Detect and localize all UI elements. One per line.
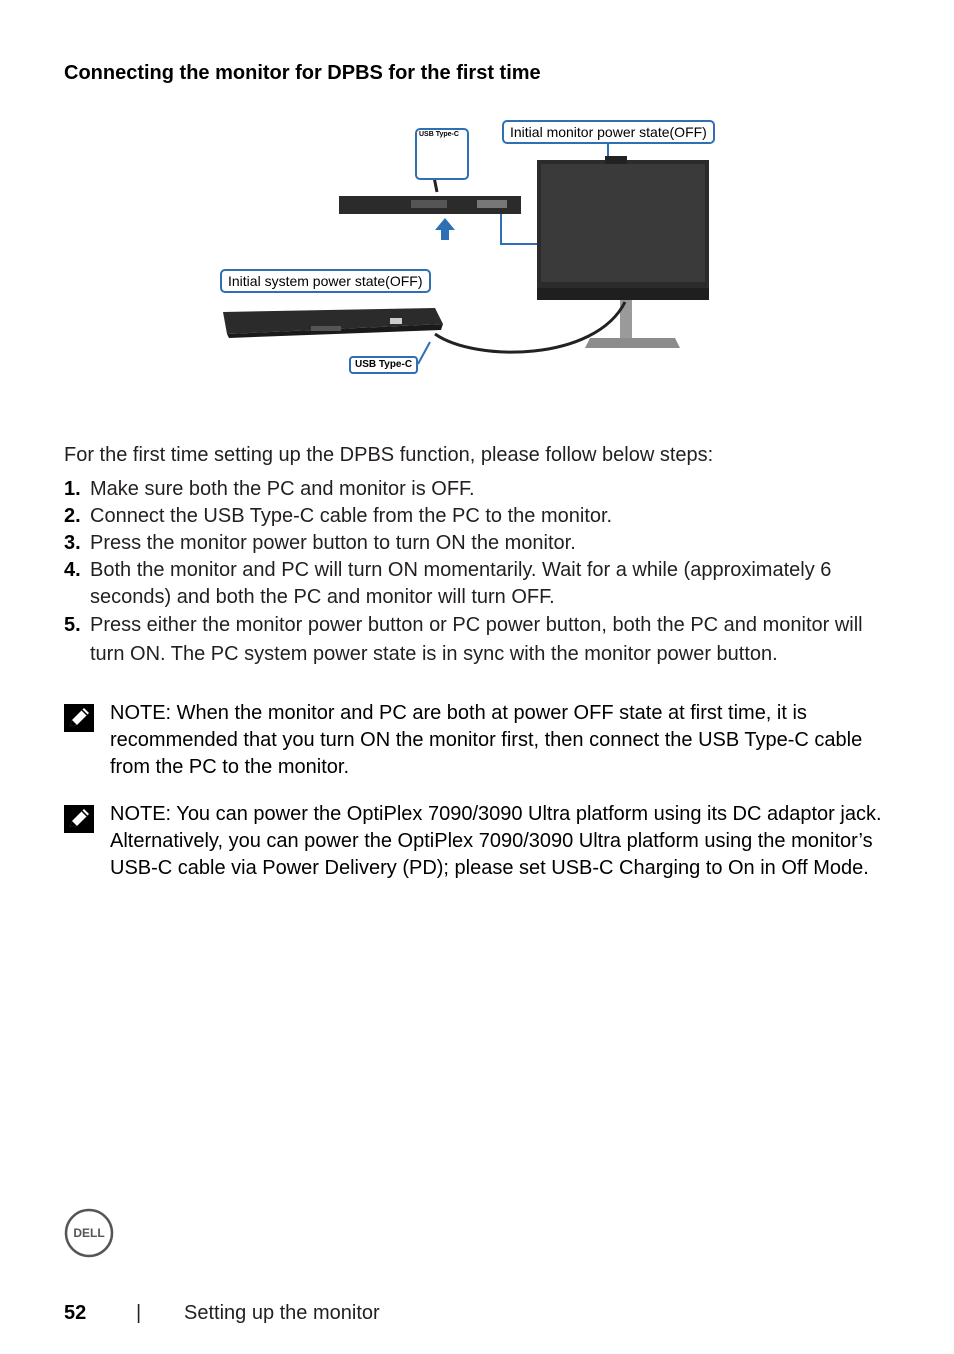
note-text: NOTE: When the monitor and PC are both at power OFF state at first time, it is recommended that you turn ON the monitor first, then connect the USB Type-C cable from the PC to the monitor. [110,702,863,778]
step-number: 4. [64,559,81,581]
dell-logo [64,1208,114,1258]
pc-usb-port [390,318,402,324]
step-number: 1. [64,478,81,500]
diagram-illustration [215,112,745,382]
dell-logo-text: DELL [73,1226,105,1240]
pc-vent [311,326,341,331]
connection-diagram [215,112,745,382]
monitor-bezel [537,288,709,300]
section-heading: Connecting the monitor for DPBS for the first time [64,62,541,84]
step-text: Press either the monitor power button or PC power button, both the PC and monitor will turn ON. The PC system power state is in sync with the monitor power button. [90,614,863,665]
usbc-top-callout: USB Type-C [415,128,469,180]
monitor-power-callout: Initial monitor power state(OFF) [502,120,715,144]
port-block [477,200,507,208]
monitor-stand-base [585,338,680,348]
webcam [605,156,627,164]
list-item [64,611,894,669]
port-block [411,200,447,208]
note-block [64,700,894,781]
step-text: Make sure both the PC and monitor is OFF. [90,478,475,500]
note-pencil-icon [64,704,94,732]
note-pencil-icon [64,805,94,833]
list-item [64,530,894,557]
usbc-bottom-callout: USB Type-C [349,356,418,374]
note-block [64,801,894,882]
steps-list [64,476,894,669]
step-text: Connect the USB Type-C cable from the PC to the monitor. [90,505,613,527]
list-item [64,476,894,503]
step-number: 3. [64,532,81,554]
footer-section-title: Setting up the monitor [184,1302,380,1324]
step-number: 5. [64,614,81,636]
up-arrow-icon [435,218,455,240]
step-text: Both the monitor and PC will turn ON momentarily. Wait for a while (approximately 6 seconds) and both the PC and monitor will turn OFF. [90,559,832,608]
system-power-callout: Initial system power state(OFF) [220,269,431,293]
list-item [64,503,894,530]
monitor-panel [541,164,705,282]
list-item [64,557,894,611]
page-number: 52 [64,1302,87,1324]
footer-separator: | [136,1302,142,1324]
pc-usbc-leader [418,342,430,364]
intro-paragraph: For the first time setting up the DPBS function, please follow below steps: [64,444,714,466]
note-text: NOTE: You can power the OptiPlex 7090/3090 Ultra platform using its DC adaptor jack. Alternatively, you can power the OptiPlex 7090/3090 Ultra platform using the monitor’s USB-C cable via Power Delivery (PD); please set USB-C Charging to On in Off Mode. [110,803,882,879]
step-text: Press the monitor power button to turn ON the monitor. [90,532,576,554]
step-number: 2. [64,505,81,527]
